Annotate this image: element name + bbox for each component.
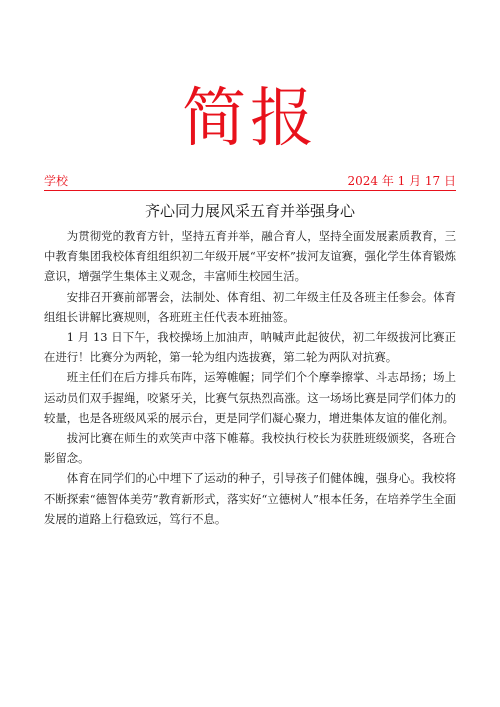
issue-info-row (44, 172, 456, 190)
paragraph: 安排召开赛前部署会，法制处、体育组、初二年级主任及各班主任参会。体育组组长讲解比赛规则，各班班主任代表本班抽签。 (44, 289, 456, 324)
header-divider (44, 190, 456, 191)
paragraph: 为贯彻党的教育方针，坚持五育并举，融合育人，坚持全面发展素质教育，三中教育集团我校体育组组织初二年级开展“平安杯”拔河友谊赛，强化学生体育锻炼意识，增强学生集体主义观念，丰富师生校园生活。 (44, 229, 456, 284)
paragraph: 1 月 13 日下午，我校操场上加油声，呐喊声此起彼伏，初二年级拔河比赛正在进行！比赛分为两轮，第一轮为组内选拔赛，第二轮为两队对抗赛。 (44, 330, 456, 365)
article-body (44, 226, 456, 529)
newsletter-masthead: 简报 (182, 82, 318, 156)
issue-date: 2024 年 1 月 17 日 (347, 174, 456, 188)
article-title: 齐心同力展风采五育并举强身心 (144, 202, 355, 220)
school-label: 学校 (44, 174, 69, 188)
paragraph: 拔河比赛在师生的欢笑声中落下帷幕。我校执行校长为获胜班级颁奖，各班合影留念。 (44, 431, 456, 466)
paragraph: 班主任们在后方排兵布阵，运筹帷幄；同学们个个摩拳擦掌、斗志昂扬；场上运动员们双手握绳，咬紧牙关，比赛气氛热烈高涨。这一场场比赛是同学们体力的较量，也是各班级风采的展示台，更是同学们凝心聚力，增进集体友谊的催化剂。 (44, 370, 456, 425)
paragraph: 体育在同学们的心中埋下了运动的种子，引导孩子们健体魄，强身心。我校将不断探索“德智体美劳”教育新形式，落实好“立德树人”根本任务，在培养学生全面发展的道路上行稳致远，笃行不息。 (44, 471, 456, 526)
